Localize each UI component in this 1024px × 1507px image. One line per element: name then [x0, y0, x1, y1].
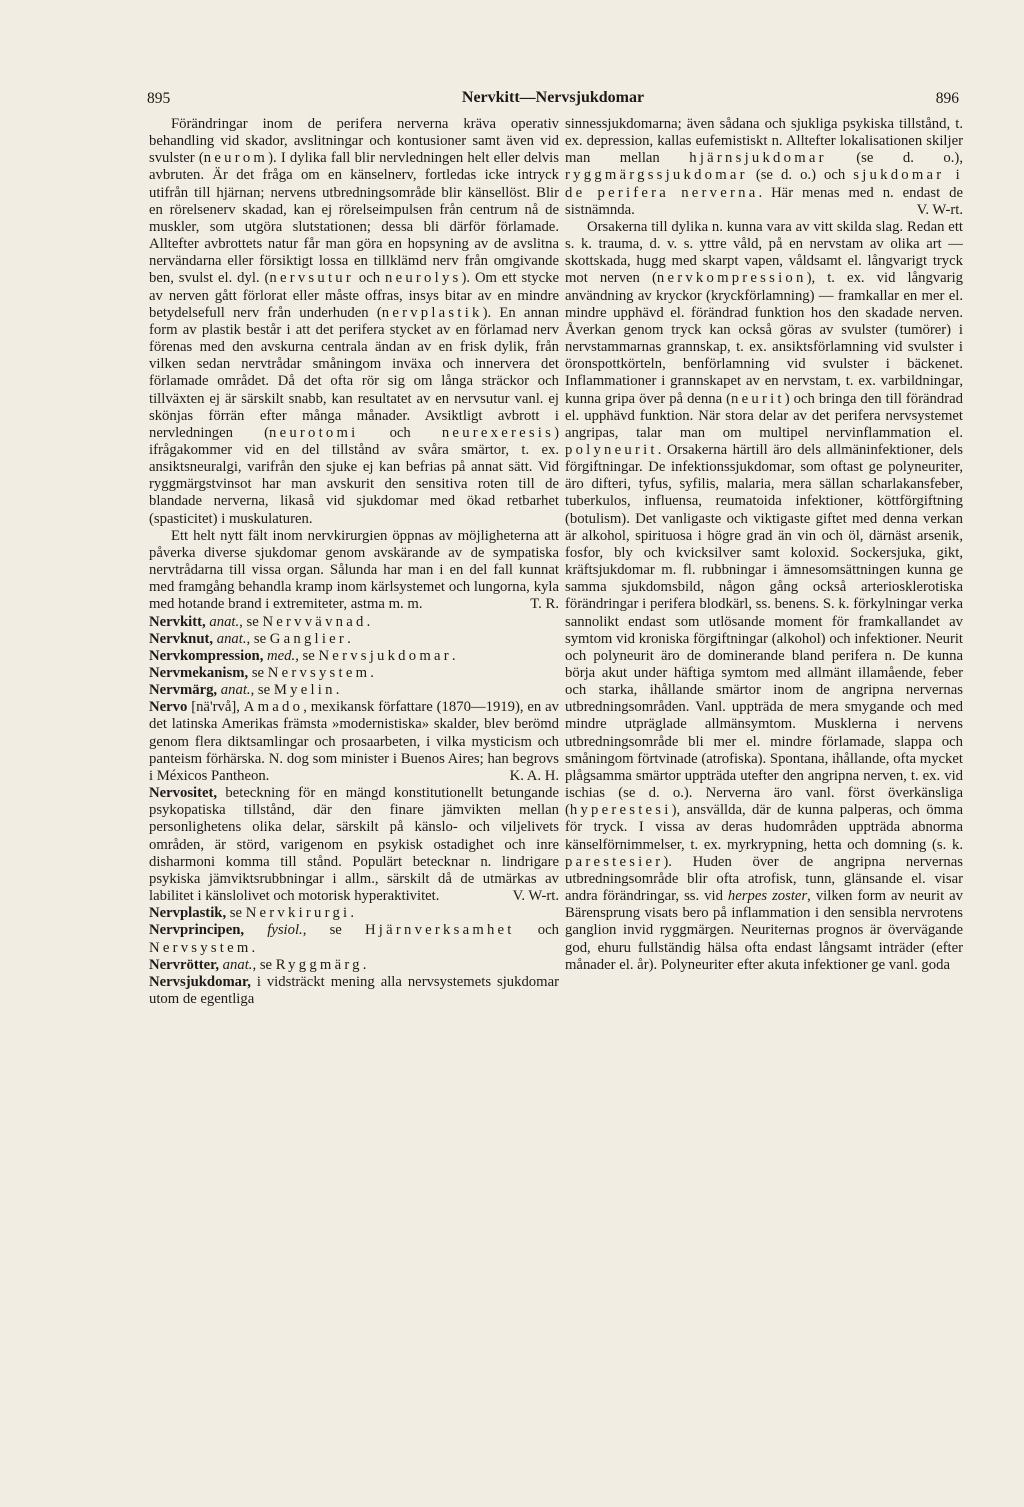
entry-nervrotter: Nervrötter, anat., se Ryggmärg. [149, 956, 367, 973]
headword: Nervrötter, [149, 956, 219, 973]
headword: Nervsjukdomar, [149, 973, 251, 990]
signature: V. W-rt. [916, 201, 963, 218]
entry-nervsjukdomar: Nervsjukdomar, i vidsträckt mening alla nervsystemets sjukdomar utom de egentliga [149, 973, 559, 1007]
headword: Nervknut, [149, 630, 214, 647]
headword: Nervkompression, [149, 647, 264, 664]
signature: V. W-rt. [512, 888, 559, 905]
entry-nervknut: Nervknut, anat., se Ganglier. [149, 630, 351, 647]
entry-nervositet: Nervositet, beteckning för en mängd konstitutionellt betungande psykopatiska tillstånd, där den finare jämvikten mellan personlighetens olika delar, särskilt på känslo- och viljelivets områden, är störd, varigenom en psykisk ostadighet och inre disharmoni komma till stånd. Populärt betecknar n. lindrigare psykiska jämviktsrubbningar i allm., särskilt då de utmärkas av labilitet i känslolivet och motorisk hyperaktivitet. V. W-rt. [149, 785, 559, 905]
left-column [149, 116, 559, 1008]
entry-nervprincipen: Nervprincipen, fysiol., se Hjärnverksamhet och Nervsystem. [149, 922, 559, 956]
entry-nervo: Nervo [nä'rvå], Amado, mexikansk författare (1870—1919), en av det latinska Amerikas främsta »modernistiska» skalder, blev berömd genom flera diktsamlingar och prosaarbeten, i vilka mysticism och panteism förhärska. N. dog som minister i Buenos Aires; han begrovs i Méxicos Pantheon. K. A. H. [149, 699, 559, 784]
headword: Nervkitt, [149, 613, 206, 630]
signature: K. A. H. [509, 767, 559, 784]
headword: Nervplastik, [149, 905, 227, 922]
cross-reference: Myelin [273, 682, 336, 699]
headword: Nervmekanism, [149, 665, 249, 681]
cross-reference: Hjärnverksamhet [364, 922, 515, 939]
running-title: Nervkitt—Nervsjukdomar [461, 89, 645, 106]
paragraph-continuation: sinnessjukdomarna; även sådana och sjukliga psykiska tillstånd, t. ex. depression, kallas eufemistiskt n. Alltefter lokalisationen skiljer man mellan hjärnsjukdomar (se d. o.), ryggmärgssjukdomar (se d. o.) och sjukdomar i de perifera nerverna. Här menas med n. endast de sistnämnda. V. W-rt. [565, 116, 963, 218]
page-header [147, 86, 959, 112]
headword: Nervo [149, 699, 188, 716]
headword: Nervmärg, [149, 682, 218, 699]
entry-nervkompression: Nervkompression, med., se Nervsjukdomar. [149, 647, 456, 664]
cross-reference: Nervsjukdomar [318, 647, 452, 664]
page-number-right: 896 [935, 90, 959, 107]
headword: Nervprincipen, [149, 922, 245, 939]
cross-reference: Ganglier [269, 630, 348, 647]
cross-reference: Nervvävnad [262, 613, 367, 630]
cross-reference: Nervsystem [149, 939, 252, 956]
page-number-left: 895 [147, 90, 171, 107]
headword: Nervositet, [149, 785, 218, 802]
cross-reference: Nervkirurgi [245, 905, 351, 922]
entry-nervmarg: Nervmärg, anat., se Myelin. [149, 682, 340, 699]
paragraph-sympathetic: Ett helt nytt fält inom nervkirurgien öppnas av möjligheterna att påverka diverse sjukdomar genom avskärande av de sympatiska nervtrådarna till vissa organ. Sålunda har man i en del fall kunnat med framgång behandla kramp inom kärlsystemet och lungorna, kyla med hotande brand i extremiteter, astma m. m. T. R. [149, 527, 559, 613]
cross-reference: Nervsystem [267, 665, 371, 681]
signature: T. R. [530, 596, 559, 613]
entry-nervplastik: Nervplastik, se Nervkirurgi. [149, 905, 355, 922]
right-column [565, 116, 963, 974]
cross-reference: Ryggmärg [275, 956, 363, 973]
entry-nervmekanism: Nervmekanism, se Nervsystem. [149, 665, 374, 681]
entry-nervkitt: Nervkitt, anat., se Nervvävnad. [149, 613, 371, 630]
paragraph-nerve-surgery: Förändringar inom de perifera nerverna kräva operativ behandling vid skador, avslitningar och kontusioner samt även vid svulster (neurom). I dylika fall blir nervledningen helt eller delvis avbruten. Är det fråga om en känselnerv, fortledas icke intryck utifrån till hjärnan; nervens utbredningsområde blir känsellöst. Blir en rörelsenerv skadad, kan ej rörelseimpulsen från centrum nå de muskler, som utgöra slutstationen; dessa bli därför förlamade. Alltefter avbrottets natur får man göra en hopsyning av de avslitna nervändarna eller försiktigt lossa en tillklämd nerv från omgivande ben, svulst el. dyl. (nervsutur och neurolys). Om ett stycke av nerven gått förlorat eller måste offras, insys bitar av en mindre betydelsefull nerv från underhuden (nervplastik). En annan form av plastik består i att det perifera stycket av en förlamad nerv förenas med den avskurna centrala ändan av en frisk dylik, från vilken sedan nervtrådar småningom inväxa och innervera det förlamade området. Då det ofta rör sig om långa sträckor och tillväxten ej är särskilt snabb, kan resultatet av en nervsutur vanl. ej skönjas förrän efter många månader. Avsiktligt avbrott i nervledningen (neurotomi och neurexeresis) ifrågakommer vid en del tillstånd av svåra smärtor, t. ex. ansiktsneuralgi, varifrån den sjuke ej kan befrias på annat sätt. Vid ryggmärgstvinsot har man avskurit den sensitiva roten till de blandade nerverna, likaså vid sjukdomar med ökad retbarhet (spasticitet) i muskulaturen. [149, 116, 559, 527]
paragraph-causes: Orsakerna till dylika n. kunna vara av vitt skilda slag. Redan ett s. k. trauma, d. v. s. yttre våld, på en nervstam av olika art — skottskada, hugg med skarpt vapen, våldsamt el. långvarigt tryck mot nerven (nervkompression), t. ex. vid långvarig användning av kryckor (kryckförlamning) — framkallar en mer el. mindre upphävd el. förändrad funktion hos den skadade nerven. Åverkan genom tryck kan också göras av svulster (tumörer) i nervstammarnas grannskap, t. ex. ansiktsförlamning vid svulster i öronspottkörteln, benförlamning vid svulster i bäckenet. Inflammationer i grannskapet av en nervstam, t. ex. varbildningar, kunna gripa över på denna (neurit) och bringa den till förändrad el. upphävd funktion. När stora delar av det perifera nervsystemet angripas, talar man om multipel nervinflammation el. polyneurit. Orsakerna härtill äro dels allmäninfektioner, dels förgiftningar. De infektionssjukdomar, som oftast ge polyneuriter, äro difteri, tyfus, syfilis, malaria, mera sällan scharlakansfeber, tuberkulos, influensa, reumatoida infektioner, köttförgiftning (botulism). Det vanligaste och viktigaste giftet med denna verkan är alkohol, spirituosa i högre grad än vin och öl, därnäst arsenik, fosfor, bly och kvicksilver samt koloxid. Sockersjuka, gikt, kräftsjukdomar m. fl. rubbningar i ämnesomsättningen kunna ge samma sjukdomsbild, någon gång också arteriosklerotiska förändringar i perifera blodkärl, ss. benens. S. k. förkylningar verka sannolikt endast som utlösande moment för framkallandet av symtom vid kroniska förgiftningar (alkohol) och infektioner. Neurit och polyneurit äro de dominerande bland perifera n. De kunna börja akut under häftiga symtom med allmänt illamående, feber och starka, ihållande smärtor inom de angripna nervernas utbredningsområden. Vanl. uppträda de mera smygande och med mindre utpräglade allmänsymtom. Musklerna i nervens utbredningsområde bli mer el. mindre förlamade, slappa och småningom förtvinade (atrofiska). Spontana, ihållande, ofta mycket plågsamma smärtor uppträda utefter den angripna nerven, t. ex. vid ischias (se d. o.). Nerverna äro vanl. först överkänsliga (hyperestesi), ansvällda, där de kunna palperas, och ömma för tryck. I vissa av deras hudområden uppträda abnorma känselförnimmelser, t. ex. myrkrypning, hetta och domning (s. k. parestesier). Huden över de angripna nervernas utbredningsområde blir ofta atrofisk, tunn, glänsande el. visar andra förändringar, ss. vid herpes zoster, vilken form av neurit av Bärensprung visats bero på inflammation i den sensibla nervrotens ganglion invid ryggmärgen. Neuriternas prognos är övervägande god, ehuru fullständig hälsa ofta endast långsamt inträder (efter månader el. år). Polyneuriter efter akuta infektioner ge vanl. goda [565, 218, 963, 973]
